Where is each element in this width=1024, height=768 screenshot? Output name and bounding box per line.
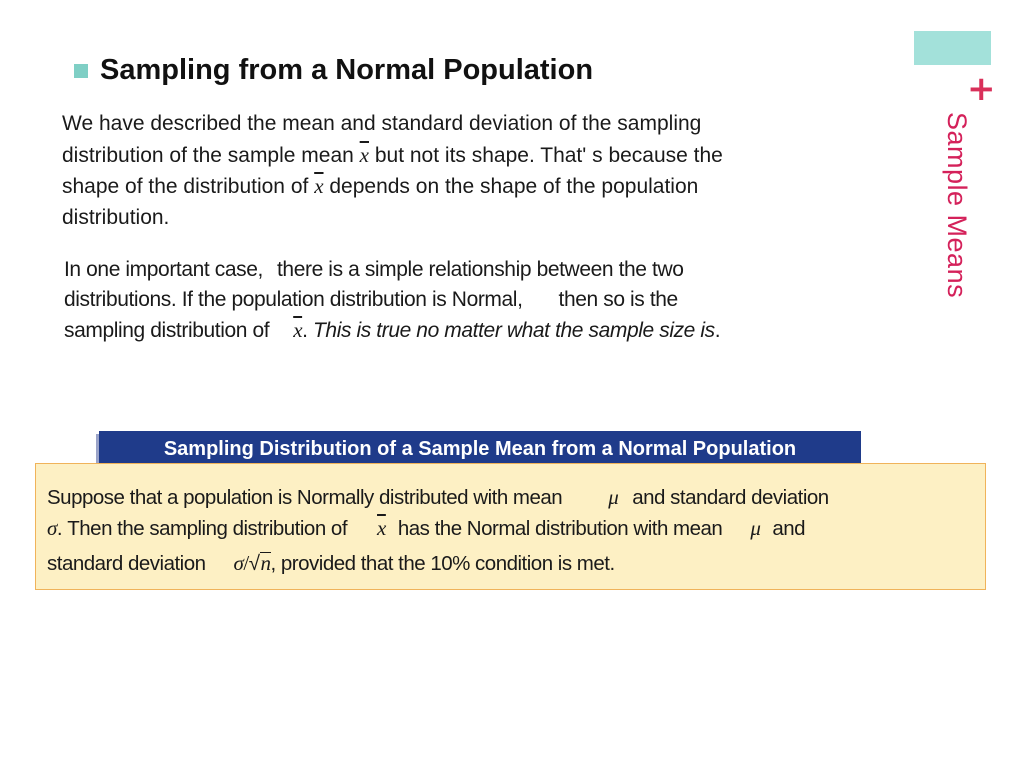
intro-paragraph xyxy=(62,109,892,233)
definition-text-span: . Then the sampling distribution of xyxy=(56,517,348,540)
x-bar-symbol: $\overline{x}$ xyxy=(377,516,386,540)
x-bar-symbol: $\overline{x}$ xyxy=(314,174,324,198)
intro-text: distribution of the sample mean xyxy=(62,143,354,167)
period-text: . xyxy=(302,319,308,342)
plus-icon: + xyxy=(967,69,996,109)
emphasis-text: the sample size is xyxy=(555,319,715,342)
definition-text-span: , provided that the 10% condition is met. xyxy=(270,552,615,575)
sigma-symbol: σ xyxy=(233,551,244,575)
normal-case-line-2 xyxy=(64,285,904,315)
intro-line-3 xyxy=(62,171,892,203)
definition-text-span: standard deviation xyxy=(47,552,206,575)
intro-text: but not its shape. That' s because the xyxy=(374,143,723,167)
definition-text-span: has the Normal distribution with mean xyxy=(397,517,723,540)
normal-case-line-3 xyxy=(64,315,904,346)
definition-text xyxy=(47,482,977,579)
paragraph-text: there is a simple relationship between the two xyxy=(277,258,684,281)
intro-text: depends on the shape of the population xyxy=(329,175,699,198)
period-text: . xyxy=(714,319,721,342)
x-bar-symbol: $\overline{x}$ xyxy=(359,142,369,167)
n-symbol: n xyxy=(260,551,271,575)
x-bar-symbol: $\overline{x}$ xyxy=(293,318,303,342)
heading-text: Sampling from a Normal Population xyxy=(100,54,594,86)
paragraph-text: distributions. If the population distribution is Normal, xyxy=(64,288,523,311)
paragraph-text: In one important case, xyxy=(64,258,263,281)
definition-line-3 xyxy=(47,548,977,579)
slide-heading xyxy=(74,54,593,87)
intro-line-1: We have described the mean and standard deviation of the sampling xyxy=(62,112,702,135)
sigma-over-root-n-formula xyxy=(234,552,271,575)
square-bullet-icon xyxy=(74,64,88,78)
mu-symbol: μ xyxy=(750,516,761,540)
side-title: Sample Means xyxy=(942,112,972,299)
paragraph-text: sampling distribution of xyxy=(64,319,270,342)
definition-box xyxy=(35,463,986,590)
intro-line-2 xyxy=(62,140,892,172)
sqrt-symbol: √ xyxy=(248,552,260,575)
definition-line-1 xyxy=(47,482,977,513)
accent-block xyxy=(914,31,991,65)
definition-text-span: and standard deviation xyxy=(632,486,829,509)
definition-text-span: Suppose that a population is Normally distributed with mean xyxy=(47,486,563,509)
normal-case-paragraph xyxy=(64,255,904,346)
slash-symbol: / xyxy=(243,551,249,575)
emphasis-text: This is true no matter what xyxy=(312,319,550,342)
definition-line-2 xyxy=(47,513,977,544)
normal-case-line-1 xyxy=(64,255,904,285)
intro-line-4: distribution. xyxy=(62,205,170,229)
mu-symbol: μ xyxy=(608,485,619,509)
paragraph-text: then so is the xyxy=(558,288,678,311)
definition-text-span: and xyxy=(772,517,806,540)
intro-text: shape of the distribution of xyxy=(62,175,309,198)
sigma-symbol: σ xyxy=(47,516,57,540)
definition-box-header: Sampling Distribution of a Sample Mean from a Normal Population xyxy=(99,431,861,467)
